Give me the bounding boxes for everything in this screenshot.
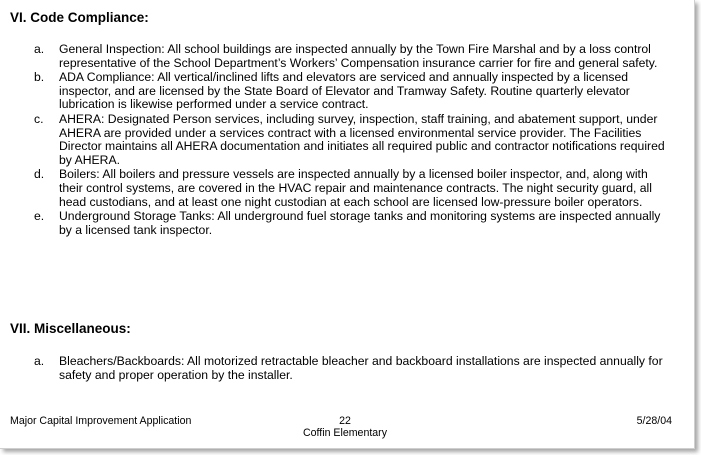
footer-date: 5/28/04: [636, 415, 672, 427]
footer-page-info: [270, 415, 420, 439]
list-item-text: ADA Compliance: All vertical/inclined lifts and elevators are serviced and annually inspected by a licensed inspector, and are licensed by the State Board of Elevator and Tramway Safety. Routine quarterly elevator lubrication is likewise performed under a service contract.: [59, 70, 630, 112]
list-item-ahera: [34, 113, 674, 167]
list-marker: d.: [34, 167, 45, 182]
list-item-text: General Inspection: All school buildings are inspected annually by the Town Fire Marshal and by a loss control representative of the School Department’s Workers’ Compensation insurance carrier for fire and general safety.: [59, 42, 658, 70]
list-item-ada-compliance: [34, 71, 674, 112]
list-marker: e.: [34, 209, 45, 224]
list-item-text: AHERA: Designated Person services, including survey, inspection, staff training, and abatement support, under AHERA are provided under a services contract with a licensed environmental service provider. The Facilities Director maintains all AHERA documentation and initiates all required public and contractor notifications required by AHERA.: [59, 111, 665, 167]
section-title-code-compliance: VI. Code Compliance:: [10, 10, 149, 25]
footer-school-name: Coffin Elementary: [302, 427, 387, 439]
list-item-text: Boilers: All boilers and pressure vessels are inspected annually by a licensed boiler inspector, and, along with their control systems, are covered in the HVAC repair and maintenance contracts. The night security guard, all head custodians, and at least one night custodian at each school are licensed low-pressure boiler operators.: [59, 167, 652, 209]
list-item-general-inspection: [34, 43, 674, 70]
list-item-text: Bleachers/Backboards: All motorized retractable bleacher and backboard installations are inspected annually for safety and proper operation by the installer.: [59, 354, 663, 382]
list-item-boilers: [34, 168, 674, 209]
code-compliance-list: [34, 43, 674, 237]
list-item-text: Underground Storage Tanks: All underground fuel storage tanks and monitoring systems are inspected annually by a licensed tank inspector.: [59, 209, 661, 237]
section-title-miscellaneous: VII. Miscellaneous:: [10, 321, 131, 336]
footer-page-number: 22: [339, 415, 351, 427]
list-marker: a.: [34, 354, 45, 368]
list-marker: a.: [34, 42, 45, 56]
list-marker: c.: [34, 111, 44, 126]
list-item-bleachers-backboards: [34, 355, 674, 382]
list-item-underground-storage-tanks: [34, 210, 674, 237]
list-marker: b.: [34, 70, 45, 85]
miscellaneous-list: [34, 355, 674, 382]
footer-document-title: Major Capital Improvement Application: [10, 415, 192, 427]
